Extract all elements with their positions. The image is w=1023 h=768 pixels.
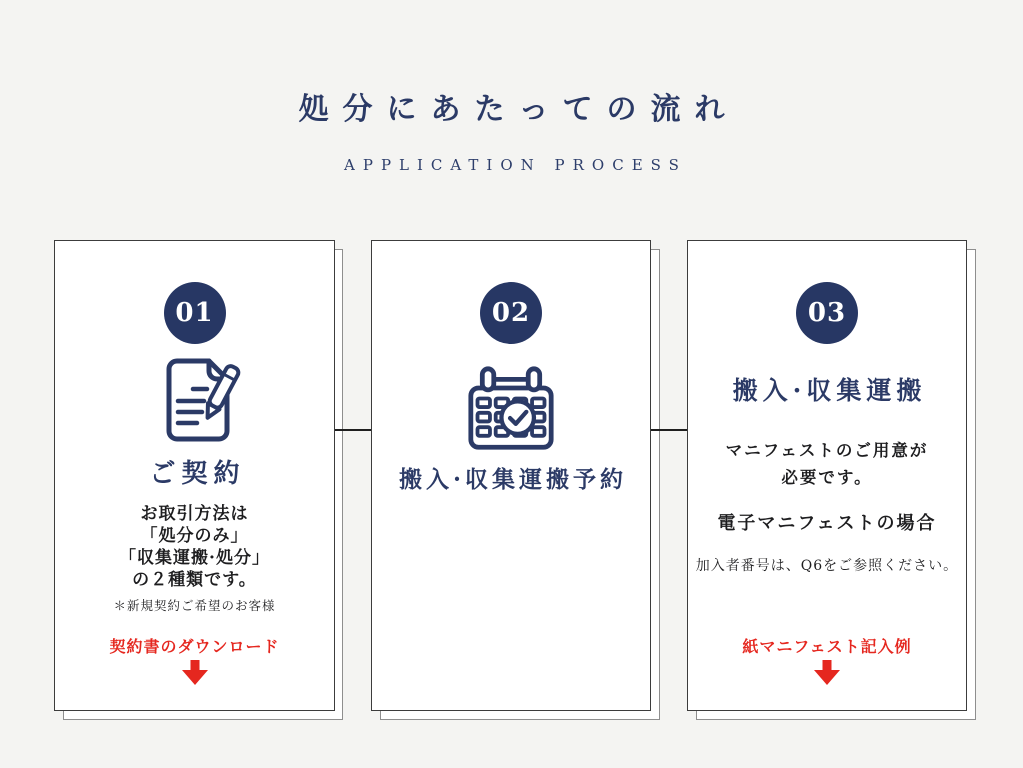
- step3-title: 搬入·収集運搬: [732, 376, 927, 405]
- step2-title: 搬入·収集運搬予約: [398, 466, 627, 493]
- paper-manifest-example-link[interactable]: 紙マニフェスト記入例: [742, 637, 912, 656]
- calendar-check-icon: [463, 365, 559, 453]
- page-title: 処分にあたっての流れ: [298, 92, 739, 127]
- step3-description-line: 必要です。: [781, 468, 873, 487]
- step2-number-badge: 02: [480, 282, 542, 344]
- page-subtitle: APPLICATION PROCESS: [344, 156, 687, 174]
- step3-description-line: マニフェストのご用意が: [725, 441, 929, 460]
- download-arrow-icon[interactable]: [813, 660, 841, 685]
- step1-title: ご契約: [149, 459, 246, 489]
- step1-description-line: の２種類です。: [132, 570, 257, 590]
- step2-card: [371, 240, 651, 711]
- step3-subsection-title: 電子マニフェストの場合: [717, 513, 937, 534]
- step1-description-line: 「収集運搬·処分」: [119, 548, 270, 568]
- step1-number-badge: 01: [164, 282, 226, 344]
- document-pen-icon: [147, 351, 243, 447]
- contract-download-link[interactable]: 契約書のダウンロード: [109, 637, 280, 656]
- step1-description: [55, 503, 334, 591]
- step1-description-line: お取引方法は: [140, 504, 249, 524]
- step3-subsection-note: 加入者番号は、Q6をご参照ください。: [695, 558, 959, 574]
- step1-card: [54, 240, 335, 711]
- step1-step2-connector-line: [335, 429, 371, 431]
- step1-note: ＊新規契約ご希望のお客様: [113, 598, 276, 613]
- step1-description-line: 「処分のみ」: [140, 526, 249, 546]
- step2-step3-connector-line: [651, 429, 687, 431]
- download-arrow-icon[interactable]: [181, 660, 209, 685]
- step3-number-badge: 03: [796, 282, 858, 344]
- step3-description: [688, 437, 966, 491]
- step3-card: [687, 240, 967, 711]
